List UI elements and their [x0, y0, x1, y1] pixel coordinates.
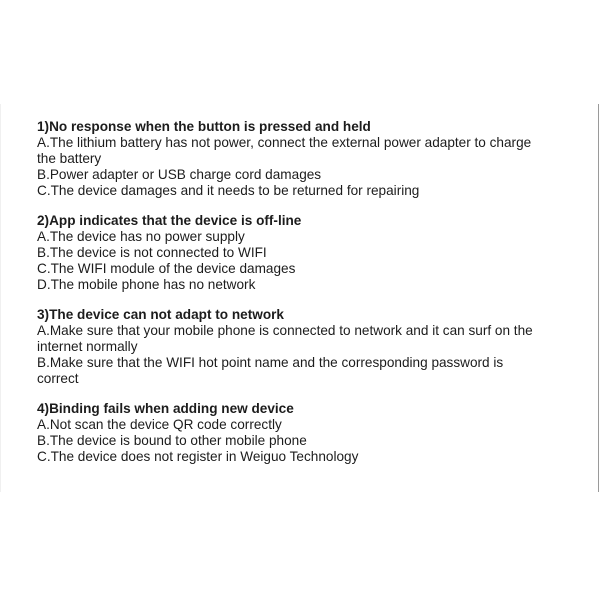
section-line: C.The device does not register in Weiguo Technology — [37, 449, 359, 464]
section-line: A.The device has no power supply — [37, 229, 245, 244]
section-line: C.The device damages and it needs to be returned for repairing — [37, 183, 420, 198]
section-network-adapt — [37, 307, 577, 387]
troubleshooting-document — [37, 119, 577, 479]
section-no-response — [37, 119, 577, 199]
right-border-rule — [598, 104, 599, 492]
section-line: B.Make sure that the WIFI hot point name and the corresponding password is — [37, 355, 504, 370]
section-line: A.The lithium battery has not power, connect the external power adapter to charge — [37, 135, 532, 150]
section-heading: 2)App indicates that the device is off-line — [37, 213, 302, 228]
section-heading: 4)Binding fails when adding new device — [37, 401, 294, 416]
section-device-offline — [37, 213, 577, 293]
section-line: the battery — [37, 151, 102, 166]
section-binding-fails — [37, 401, 577, 465]
section-heading: 3)The device can not adapt to network — [37, 307, 284, 322]
section-line: D.The mobile phone has no network — [37, 277, 256, 292]
section-line: B.Power adapter or USB charge cord damages — [37, 167, 322, 182]
section-line: A.Make sure that your mobile phone is connected to network and it can surf on the — [37, 323, 533, 338]
section-line: B.The device is bound to other mobile phone — [37, 433, 307, 448]
section-heading: 1)No response when the button is pressed and held — [37, 119, 371, 134]
section-line: B.The device is not connected to WIFI — [37, 245, 267, 260]
left-border-rule — [0, 104, 1, 492]
section-line: correct — [37, 371, 79, 386]
section-line: C.The WIFI module of the device damages — [37, 261, 296, 276]
section-line: internet normally — [37, 339, 138, 354]
section-line: A.Not scan the device QR code correctly — [37, 417, 282, 432]
